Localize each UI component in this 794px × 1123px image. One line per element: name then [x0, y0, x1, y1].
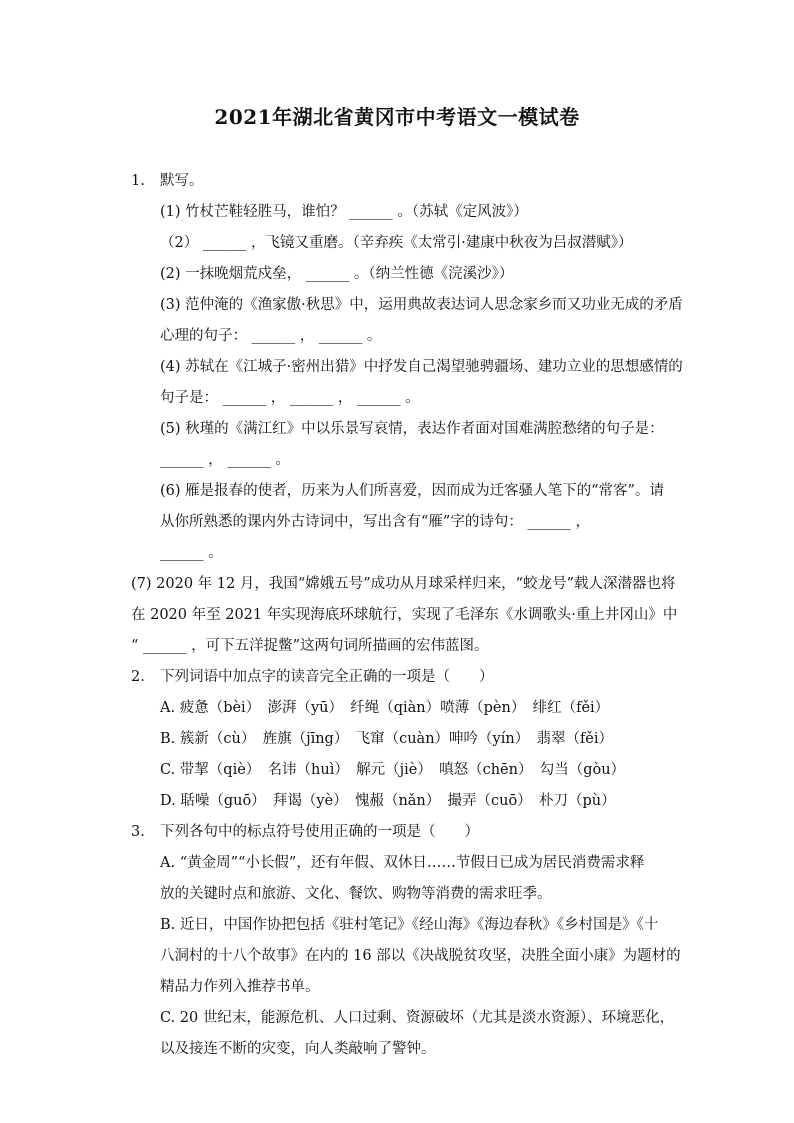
question-3-stem: 下列各句中的标点符号使用正确的一项是（ ） [160, 824, 479, 840]
q1-item7-line: (7) 2020 年 12 月，我国“嫦娥五号”成功从月球采样归来，“蛟龙号”载人深潜器也将 [131, 576, 676, 592]
q2-option-c: C. 带挈（qiè） 名讳（huì） 解元（jiè） 嗔怒（chēn） 勾当（gòu） [160, 762, 626, 778]
question-3-number: 3. [131, 824, 145, 840]
q1-line: 句子是： ______ ， ______ ， ______ 。 [160, 390, 420, 406]
q3-line: 放的关键时点和旅游、文化、餐饮、购物等消费的需求旺季。 [160, 886, 552, 902]
q1-line: （2） ______ ，飞镜又重磨。（辛弃疾《太常引·建康中秋夜为吕叔潜赋》） [160, 235, 633, 251]
q2-option-d: D. 聒噪（guō） 拜谒（yè） 愧赧（nǎn） 撮弄（cuō） 朴刀（pù） [160, 793, 616, 809]
q1-line: (4) 苏轼在《江城子·密州出猎》中抒发自己渴望驰骋疆场、建功立业的思想感情的 [160, 359, 683, 375]
q1-line: (5) 秋瑾的《满江红》中以乐景写哀情，表达作者面对国难满腔愁绪的句子是： [160, 421, 664, 437]
question-1-stem: 默写。 [160, 173, 204, 189]
q3-line: 精品力作列入推荐书单。 [160, 979, 320, 995]
q1-line: (1) 竹杖芒鞋轻胜马，谁怕？ ______ 。（苏轼《定风波》） [160, 204, 528, 220]
q3-line: A. “黄金周”“小长假”，还有年假、双休日……节假日已成为居民消费需求释 [160, 855, 645, 871]
page-title: 2021年湖北省黄冈市中考语文一模试卷 [214, 105, 580, 129]
q3-line: 以及接连不断的灾变，向人类敲响了警钟。 [160, 1041, 436, 1057]
q1-line: ______ ， ______ 。 [160, 452, 290, 468]
q3-line: C. 20 世纪末，能源危机、人口过剩、资源破坏（尤其是淡水资源）、环境恶化， [160, 1010, 675, 1026]
q1-line: (2) 一抹晚烟荒戍垒， ______ 。（纳兰性德《浣溪沙》） [160, 266, 514, 282]
q3-line: 八洞村的十八个故事》在内的 16 部以《决战脱贫攻坚，决胜全面小康》为题材的 [160, 948, 681, 964]
q2-option-b: B. 簇新（cù） 旌旗（jīng） 飞窜（cuàn）呻吟（yín） 翡翠（fěi） [160, 731, 614, 747]
question-1-number: 1. [131, 173, 145, 189]
q2-option-a: A. 疲惫（bèi） 澎湃（yū） 纤绳（qiàn）喷薄（pèn） 绯红（fěi） [160, 700, 610, 716]
q1-line: ______ 。 [160, 545, 223, 561]
q1-item7-line: 在 2020 年至 2021 年实现海底环球航行，实现了毛泽东《水调歌头·重上井冈山》中 [131, 607, 678, 623]
q1-item7-line: “ ______ ，可下五洋捉鳖”这两句词所描画的宏伟蓝图。 [131, 638, 489, 654]
q3-line: B. 近日，中国作协把包括《驻村笔记》《经山海》《海边春秋》《乡村国是》《十 [160, 917, 659, 933]
question-2-number: 2. [131, 669, 145, 685]
question-2-stem: 下列词语中加点字的读音完全正确的一项是（ ） [160, 669, 494, 685]
q1-line: (3) 范仲淹的《渔家傲·秋思》中，运用典故表达词人思念家乡而又功业无成的矛盾 [160, 297, 683, 313]
q1-line: (6) 雁是报春的使者，历来为人们所喜爱，因而成为迁客骚人笔下的“常客”。请 [160, 483, 664, 499]
q1-line: 从你所熟悉的课内外古诗词中，写出含有“雁”字的诗句： ______ ， [160, 514, 591, 530]
q1-line: 心理的句子： ______ ， ______ 。 [160, 328, 382, 344]
